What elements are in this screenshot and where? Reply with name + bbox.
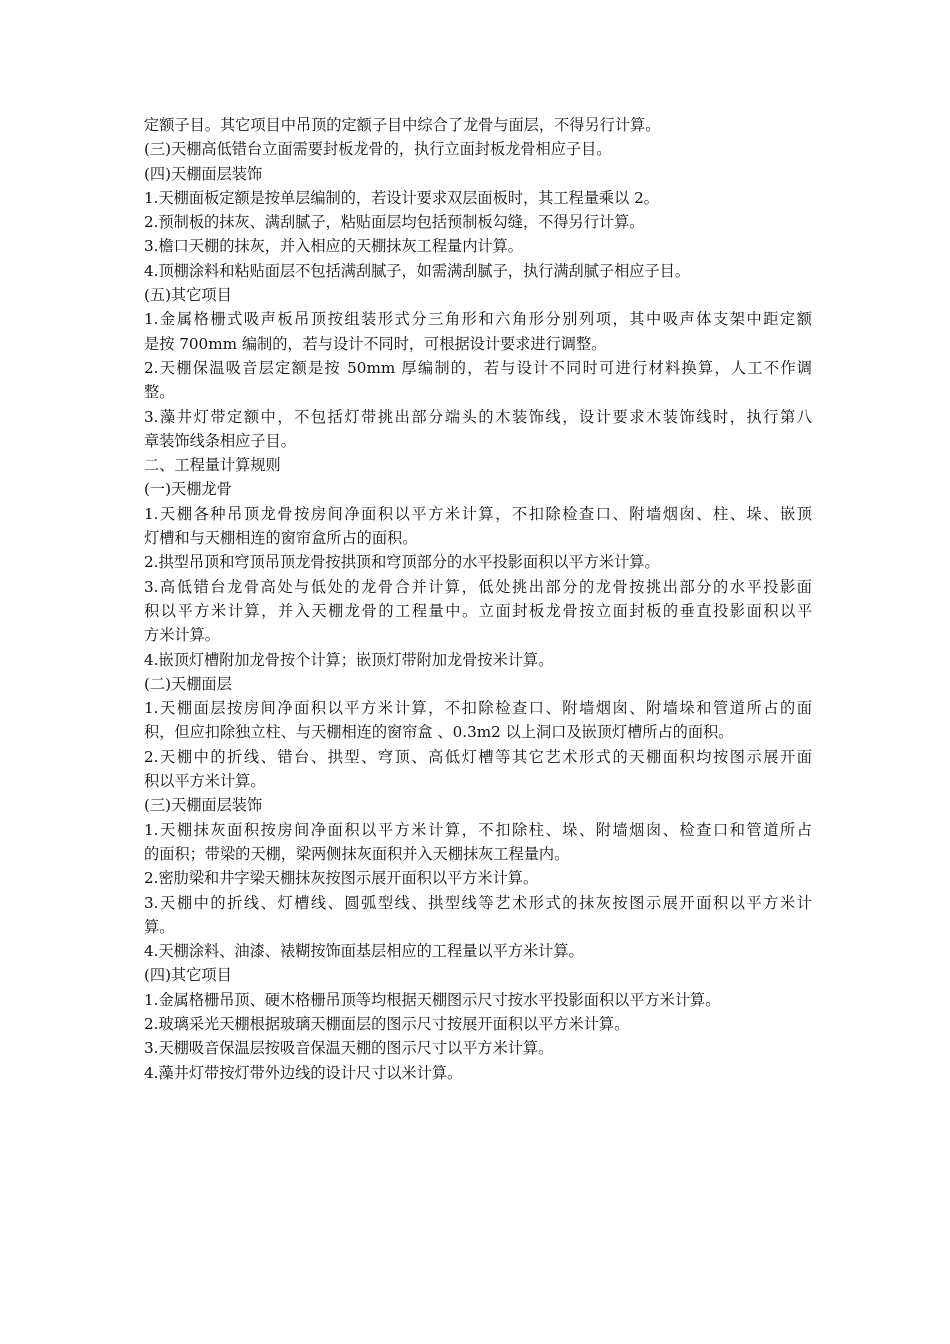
text-line: 1.金属格栅式吸声板吊顶按组装形式分三角形和六角形分别列项，其中吸声体支架中距定额 xyxy=(144,310,812,329)
text-line: 章装饰线条相应子目。 xyxy=(144,431,296,450)
text-line: 3.高低错台龙骨高处与低处的龙骨合并计算，低处挑出部分的龙骨按挑出部分的水平投影面 xyxy=(144,577,812,596)
text-line: 3.檐口天棚的抹灰，并入相应的天棚抹灰工程量内计算。 xyxy=(144,237,523,256)
text-line: 整。 xyxy=(144,383,175,402)
text-line: 1.天棚面板定额是按单层编制的，若设计要求双层面板时，其工程量乘以 2。 xyxy=(144,188,659,207)
text-line: 2.密肋梁和井字梁天棚抹灰按图示展开面积以平方米计算。 xyxy=(144,869,539,888)
text-line: 4.天棚涂料、油漆、裱糊按饰面基层相应的工程量以平方米计算。 xyxy=(144,942,584,961)
text-line: (四)天棚面层装饰 xyxy=(144,164,263,183)
text-line: 3.天棚吸音保温层按吸音保温天棚的图示尺寸以平方米计算。 xyxy=(144,1039,554,1058)
text-line: (一)天棚龙骨 xyxy=(144,480,232,499)
text-line: (三)天棚高低错台立面需要封板龙骨的，执行立面封板龙骨相应子目。 xyxy=(144,140,612,159)
text-line: 2.天棚中的折线、错台、拱型、穹顶、高低灯槽等其它艺术形式的天棚面积均按图示展开面 xyxy=(144,747,812,766)
text-line: (四)其它项目 xyxy=(144,966,232,985)
text-line: 二、工程量计算规则 xyxy=(144,456,281,475)
text-line: 算。 xyxy=(144,917,175,936)
text-line: 灯槽和与天棚相连的窗帘盒所占的面积。 xyxy=(144,529,418,548)
text-line: 4.顶棚涂料和粘贴面层不包括满刮腻子，如需满刮腻子，执行满刮腻子相应子目。 xyxy=(144,261,691,280)
text-line: 1.天棚抹灰面积按房间净面积以平方米计算，不扣除柱、垛、附墙烟囱、检查口和管道所占 xyxy=(144,820,812,839)
text-line: 1.天棚面层按房间净面积以平方米计算，不扣除检查口、附墙烟囱、附墙垛和管道所占的面 xyxy=(144,699,812,718)
text-line: (三)天棚面层装饰 xyxy=(144,796,263,815)
text-line: 积，但应扣除独立柱、与天棚相连的窗帘盒 、0.3m2 以上洞口及嵌顶灯槽所占的面积。 xyxy=(144,723,734,742)
text-line: 积以平方米计算，并入天棚龙骨的工程量中。立面封板龙骨按立面封板的垂直投影面积以平 xyxy=(144,601,812,620)
text-line: 2.天棚保温吸音层定额是按 50mm 厚编制的，若与设计不同时可进行材料换算，人工不作调 xyxy=(144,358,812,377)
text-line: 积以平方米计算。 xyxy=(144,772,266,791)
text-line: (二)天棚面层 xyxy=(144,674,232,693)
text-line: 1.天棚各种吊顶龙骨按房间净面积以平方米计算，不扣除检查口、附墙烟囱、柱、垛、嵌顶 xyxy=(144,504,812,523)
text-line: 3.藻井灯带定额中，不包括灯带挑出部分端头的木装饰线，设计要求木装饰线时，执行第八 xyxy=(144,407,812,426)
text-line: 是按 700mm 编制的，若与设计不同时，可根据设计要求进行调整。 xyxy=(144,334,607,353)
text-line: 方米计算。 xyxy=(144,626,220,645)
document-body xyxy=(144,113,812,1085)
text-line: (五)其它项目 xyxy=(144,286,232,305)
text-line: 4.嵌顶灯槽附加龙骨按个计算；嵌顶灯带附加龙骨按米计算。 xyxy=(144,650,554,669)
text-line: 2.玻璃采光天棚根据玻璃天棚面层的图示尺寸按展开面积以平方米计算。 xyxy=(144,1014,630,1033)
text-line: 的面积；带梁的天棚，梁两侧抹灰面积并入天棚抹灰工程量内。 xyxy=(144,844,570,863)
text-line: 3.天棚中的折线、灯槽线、圆弧型线、拱型线等艺术形式的抹灰按图示展开面积以平方米计 xyxy=(144,893,812,912)
text-line: 1.金属格栅吊顶、硬木格栅吊顶等均根据天棚图示尺寸按水平投影面积以平方米计算。 xyxy=(144,990,721,1009)
text-line: 4.藻井灯带按灯带外边线的设计尺寸以米计算。 xyxy=(144,1063,463,1082)
text-line: 2.拱型吊顶和穹顶吊顶龙骨按拱顶和穹顶部分的水平投影面积以平方米计算。 xyxy=(144,553,660,572)
text-line: 定额子目。其它项目中吊顶的定额子目中综合了龙骨与面层，不得另行计算。 xyxy=(144,116,661,134)
text-line: 2.预制板的抹灰、满刮腻子，粘贴面层均包括预制板勾缝，不得另行计算。 xyxy=(144,213,645,232)
